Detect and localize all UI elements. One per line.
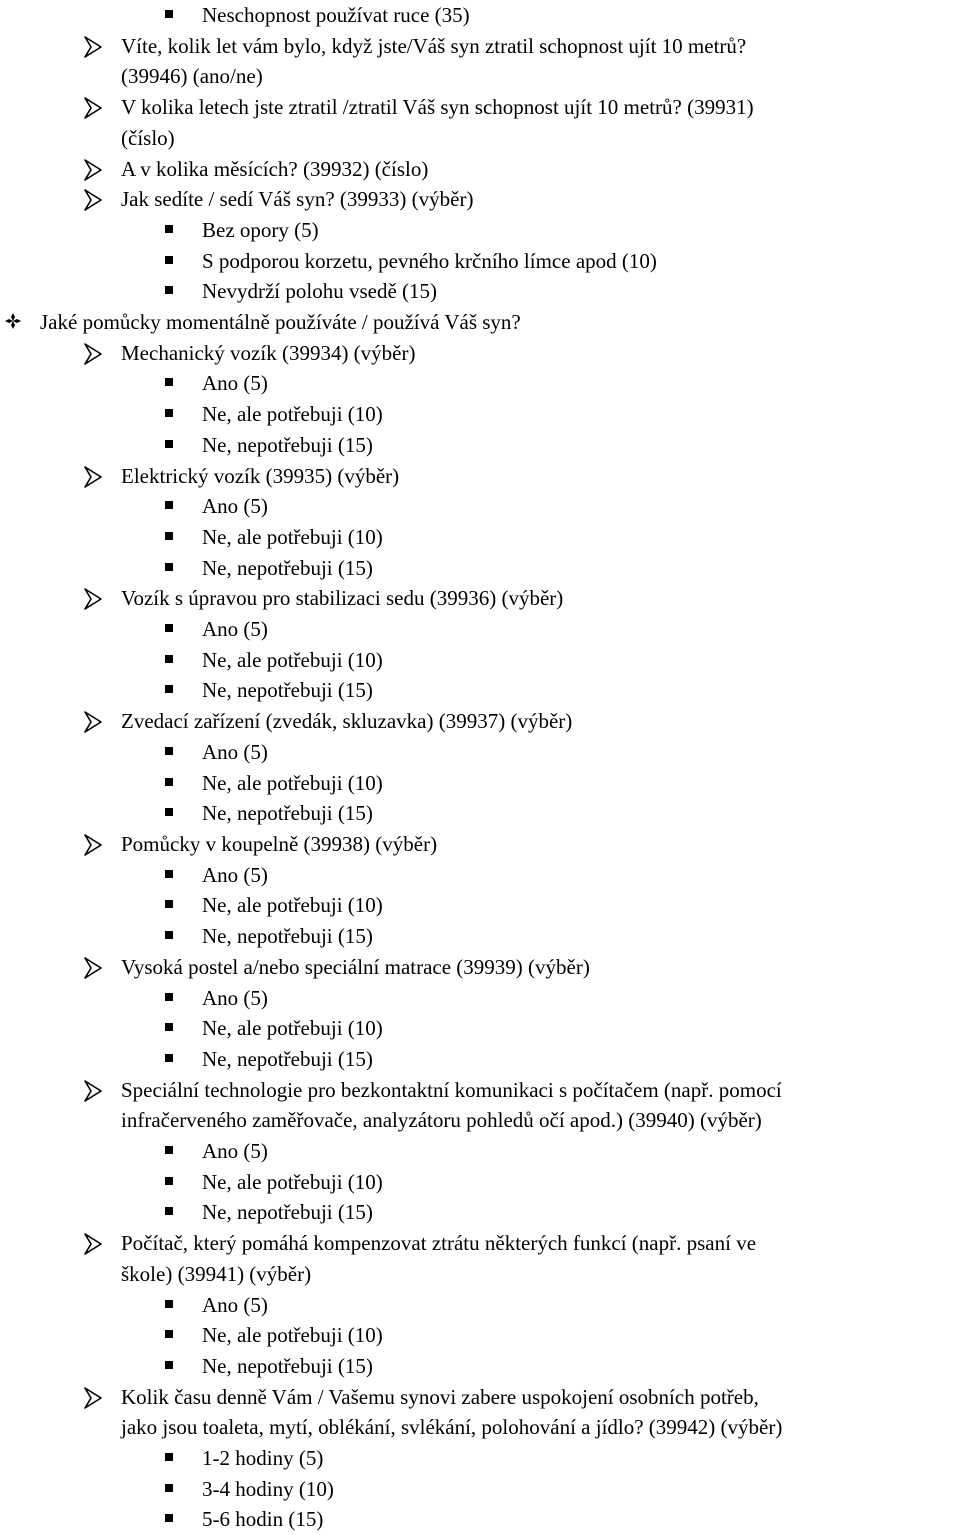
square-bullet-icon <box>162 553 176 584</box>
line-text: Ne, nepotřebuji (15) <box>202 1046 373 1071</box>
answer-option <box>0 522 960 553</box>
line-text: (39946) (ano/ne) <box>121 64 263 89</box>
answer-option <box>0 1044 960 1075</box>
arrow-bullet-icon <box>82 1075 104 1106</box>
square-bullet-icon <box>162 1167 176 1198</box>
answer-option <box>0 491 960 522</box>
square-bullet-icon <box>162 1136 176 1167</box>
diamond-bullet-icon <box>2 307 24 338</box>
line-text: Ne, ale potřebuji (10) <box>202 524 383 549</box>
question-line <box>0 31 960 62</box>
square-bullet-icon <box>162 1320 176 1351</box>
square-bullet-icon <box>162 1351 176 1382</box>
line-text: Ano (5) <box>202 371 268 396</box>
arrow-bullet-icon <box>82 154 104 185</box>
arrow-bullet-icon <box>82 583 104 614</box>
line-text: Elektrický vozík (39935) (výběr) <box>121 463 400 488</box>
line-text: Vysoká postel a/nebo speciální matrace (39939) (výběr) <box>121 954 590 979</box>
line-text: (číslo) <box>121 125 175 150</box>
line-text: Ano (5) <box>202 862 268 887</box>
line-text: Ne, nepotřebuji (15) <box>202 555 373 580</box>
line-text: Ano (5) <box>202 1292 268 1317</box>
question-line <box>0 1382 960 1413</box>
answer-option <box>0 1504 960 1535</box>
question-line <box>0 1228 960 1259</box>
square-bullet-icon <box>162 215 176 246</box>
square-bullet-icon <box>162 890 176 921</box>
question-line <box>0 1412 960 1443</box>
line-text: V kolika letech jste ztratil /ztratil Váš syn schopnost ujít 10 metrů? (39931) <box>121 95 754 120</box>
arrow-bullet-icon <box>82 952 104 983</box>
line-text: Počítač, který pomáhá kompenzovat ztrátu některých funkcí (např. psaní ve <box>121 1231 757 1256</box>
square-bullet-icon <box>162 0 176 31</box>
answer-option <box>0 1197 960 1228</box>
line-text: Ne, ale potřebuji (10) <box>202 893 383 918</box>
arrow-bullet-icon <box>82 829 104 860</box>
square-bullet-icon <box>162 430 176 461</box>
question-line <box>0 338 960 369</box>
question-line <box>0 92 960 123</box>
line-text: Mechanický vozík (39934) (výběr) <box>121 340 416 365</box>
line-text: Ne, ale potřebuji (10) <box>202 1169 383 1194</box>
line-text: Ne, ale potřebuji (10) <box>202 402 383 427</box>
line-text: 5-6 hodin (15) <box>202 1507 324 1532</box>
square-bullet-icon <box>162 1197 176 1228</box>
answer-option <box>0 1351 960 1382</box>
answer-option <box>0 645 960 676</box>
answer-option <box>0 860 960 891</box>
square-bullet-icon <box>162 1443 176 1474</box>
square-bullet-icon <box>162 860 176 891</box>
square-bullet-icon <box>162 276 176 307</box>
question-line <box>0 829 960 860</box>
line-text: infračerveného zaměřovače, analyzátoru pohledů očí apod.) (39940) (výběr) <box>121 1108 762 1133</box>
answer-option <box>0 1443 960 1474</box>
answer-option <box>0 430 960 461</box>
line-text: škole) (39941) (výběr) <box>121 1261 312 1286</box>
line-text: Neschopnost používat ruce (35) <box>202 3 470 27</box>
square-bullet-icon <box>162 491 176 522</box>
line-text: Ne, ale potřebuji (10) <box>202 647 383 672</box>
line-text: Ano (5) <box>202 739 268 764</box>
square-bullet-icon <box>162 1044 176 1075</box>
question-line <box>0 461 960 492</box>
answer-option <box>0 921 960 952</box>
answer-option <box>0 890 960 921</box>
line-text: Zvedací zařízení (zvedák, skluzavka) (39937) (výběr) <box>121 709 573 734</box>
answer-option <box>0 983 960 1014</box>
square-bullet-icon <box>162 1474 176 1505</box>
question-line <box>0 583 960 614</box>
arrow-bullet-icon <box>82 184 104 215</box>
line-text: Ne, nepotřebuji (15) <box>202 1353 373 1378</box>
answer-option <box>0 798 960 829</box>
line-text: Ano (5) <box>202 494 268 519</box>
square-bullet-icon <box>162 399 176 430</box>
square-bullet-icon <box>162 645 176 676</box>
arrow-bullet-icon <box>82 338 104 369</box>
answer-option <box>0 1290 960 1321</box>
line-text: Víte, kolik let vám bylo, když jste/Váš syn ztratil schopnost ujít 10 metrů? <box>121 33 747 58</box>
square-bullet-icon <box>162 522 176 553</box>
answer-option <box>0 1474 960 1505</box>
arrow-bullet-icon <box>82 461 104 492</box>
line-text: Ano (5) <box>202 617 268 642</box>
line-text: Ano (5) <box>202 1139 268 1164</box>
line-text: Ne, nepotřebuji (15) <box>202 924 373 949</box>
question-line <box>0 1105 960 1136</box>
answer-option <box>0 246 960 277</box>
line-text: Ne, nepotřebuji (15) <box>202 1200 373 1225</box>
question-line <box>0 123 960 154</box>
question-line <box>0 1259 960 1290</box>
line-text: Ne, ale potřebuji (10) <box>202 1323 383 1348</box>
line-text: jako jsou toaleta, mytí, oblékání, svlékání, polohování a jídlo? (39942) (výběr) <box>121 1415 783 1440</box>
answer-option <box>0 215 960 246</box>
question-line <box>0 184 960 215</box>
answer-option <box>0 1167 960 1198</box>
line-text: Nevydrží polohu vsedě (15) <box>202 279 438 304</box>
square-bullet-icon <box>162 768 176 799</box>
line-text: A v kolika měsících? (39932) (číslo) <box>121 156 429 181</box>
line-text: Ne, ale potřebuji (10) <box>202 770 383 795</box>
line-text: Ne, nepotřebuji (15) <box>202 432 373 457</box>
answer-option <box>0 368 960 399</box>
arrow-bullet-icon <box>82 92 104 123</box>
square-bullet-icon <box>162 246 176 277</box>
line-text: Vozík s úpravou pro stabilizaci sedu (39936) (výběr) <box>121 586 564 611</box>
arrow-bullet-icon <box>82 1228 104 1259</box>
line-text: 1-2 hodiny (5) <box>202 1446 324 1471</box>
line-text: Ne, nepotřebuji (15) <box>202 801 373 826</box>
square-bullet-icon <box>162 798 176 829</box>
line-text: S podporou korzetu, pevného krčního límce apod (10) <box>202 248 657 273</box>
line-text: Ne, nepotřebuji (15) <box>202 678 373 703</box>
line-text: Ano (5) <box>202 985 268 1010</box>
question-line <box>0 952 960 983</box>
line-text: Speciální technologie pro bezkontaktní komunikaci s počítačem (např. pomocí <box>121 1077 782 1102</box>
answer-option <box>0 1320 960 1351</box>
line-text: Ne, ale potřebuji (10) <box>202 1016 383 1041</box>
section-heading <box>0 307 960 338</box>
line-text: Kolik času denně Vám / Vašemu synovi zabere uspokojení osobních potřeb, <box>121 1384 759 1409</box>
answer-option <box>0 553 960 584</box>
square-bullet-icon <box>162 614 176 645</box>
line-text: Jak sedíte / sedí Váš syn? (39933) (výběr) <box>121 187 474 212</box>
question-line <box>0 1075 960 1106</box>
square-bullet-icon <box>162 1504 176 1535</box>
line-text: Pomůcky v koupelně (39938) (výběr) <box>121 831 438 856</box>
answer-option <box>0 768 960 799</box>
answer-option <box>0 1136 960 1167</box>
square-bullet-icon <box>162 368 176 399</box>
arrow-bullet-icon <box>82 706 104 737</box>
square-bullet-icon <box>162 675 176 706</box>
square-bullet-icon <box>162 737 176 768</box>
question-line <box>0 154 960 185</box>
line-text: Bez opory (5) <box>202 217 319 242</box>
answer-option <box>0 737 960 768</box>
answer-option <box>0 614 960 645</box>
square-bullet-icon <box>162 983 176 1014</box>
line-text: Jaké pomůcky momentálně používáte / používá Váš syn? <box>40 310 521 335</box>
square-bullet-icon <box>162 921 176 952</box>
line-text: 3-4 hodiny (10) <box>202 1476 334 1501</box>
arrow-bullet-icon <box>82 31 104 62</box>
answer-option <box>0 675 960 706</box>
question-line <box>0 706 960 737</box>
arrow-bullet-icon <box>82 1382 104 1413</box>
answer-option <box>0 399 960 430</box>
question-line <box>0 61 960 92</box>
answer-option <box>0 276 960 307</box>
square-bullet-icon <box>162 1013 176 1044</box>
square-bullet-icon <box>162 1290 176 1321</box>
answer-option <box>0 0 960 31</box>
answer-option <box>0 1013 960 1044</box>
